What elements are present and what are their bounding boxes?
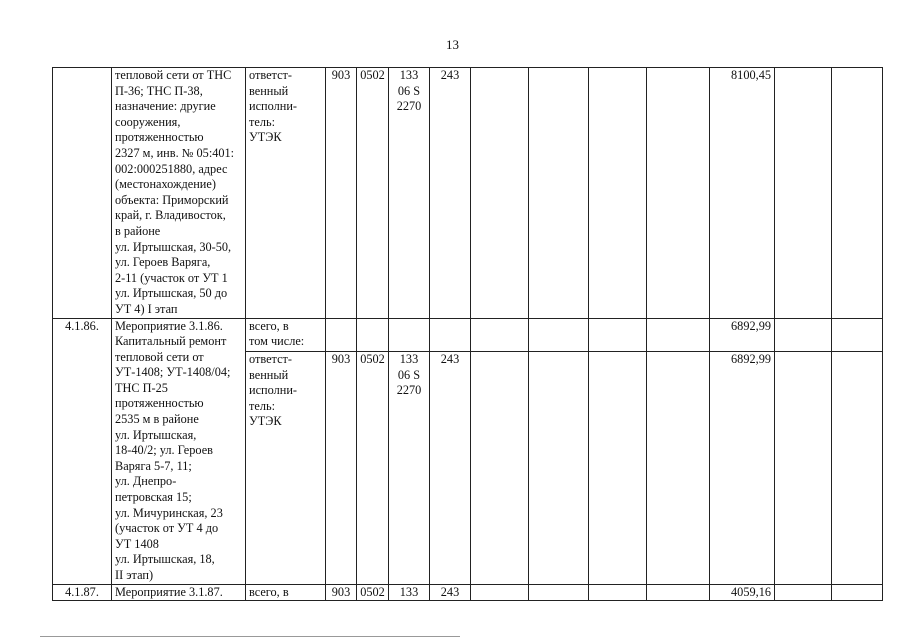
empty-cell xyxy=(529,351,589,584)
empty-cell xyxy=(647,68,710,319)
scan-artifact-line xyxy=(40,636,460,637)
empty-cell xyxy=(647,584,710,601)
executor-cell: всего, в том числе: xyxy=(246,318,326,351)
empty-cell xyxy=(529,68,589,319)
page-number: 13 xyxy=(446,37,459,52)
empty-cell xyxy=(647,318,710,351)
empty-cell xyxy=(775,68,832,319)
amount-cell: 4059,16 xyxy=(710,584,775,601)
table-row xyxy=(53,68,883,319)
table-row xyxy=(53,584,883,601)
empty-cell xyxy=(589,318,647,351)
executor-cell: ответст- венный исполни- тель: УТЭК xyxy=(246,68,326,319)
empty-cell xyxy=(529,584,589,601)
empty-cell xyxy=(832,68,883,319)
empty-cell xyxy=(775,351,832,584)
empty-cell xyxy=(647,351,710,584)
amount-cell: 6892,99 xyxy=(710,318,775,351)
vr-cell xyxy=(430,318,471,351)
empty-cell xyxy=(832,584,883,601)
row-number xyxy=(53,68,112,319)
csr-cell xyxy=(389,318,430,351)
empty-cell xyxy=(529,318,589,351)
empty-cell xyxy=(471,68,529,319)
table-row xyxy=(53,318,883,351)
grbs-cell: 903 xyxy=(326,351,357,584)
executor-cell: всего, в xyxy=(246,584,326,601)
empty-cell xyxy=(471,584,529,601)
rzpr-cell: 0502 xyxy=(357,351,389,584)
empty-cell xyxy=(832,351,883,584)
row-number: 4.1.86. xyxy=(53,318,112,584)
empty-cell xyxy=(832,318,883,351)
amount-cell: 8100,45 xyxy=(710,68,775,319)
grbs-cell: 903 xyxy=(326,68,357,319)
budget-table xyxy=(52,67,883,601)
csr-cell: 133 06 S 2270 xyxy=(389,351,430,584)
amount-cell: 6892,99 xyxy=(710,351,775,584)
vr-cell: 243 xyxy=(430,68,471,319)
empty-cell xyxy=(471,318,529,351)
empty-cell xyxy=(775,318,832,351)
measure-title: Мероприятие 3.1.87. xyxy=(112,584,246,601)
grbs-cell: 903 xyxy=(326,584,357,601)
grbs-cell xyxy=(326,318,357,351)
rzpr-cell xyxy=(357,318,389,351)
empty-cell xyxy=(589,584,647,601)
empty-cell xyxy=(775,584,832,601)
vr-cell: 243 xyxy=(430,351,471,584)
empty-cell xyxy=(471,351,529,584)
rzpr-cell: 0502 xyxy=(357,584,389,601)
vr-cell: 243 xyxy=(430,584,471,601)
row-number: 4.1.87. xyxy=(53,584,112,601)
csr-cell: 133 xyxy=(389,584,430,601)
measure-title: Мероприятие 3.1.86. Капитальный ремонт тепловой сети от УТ-1408; УТ-1408/04; ТНС П-25 протяженностью 2535 м в районе ул. Иртышская, 18-40/2; ул. Героев Варяга 5-7, 11; ул. Днепро- петровская 15; ул. Мичуринская, 23 (участок от УТ 4 до УТ 1408 ул. Иртышская, 18, II этап) xyxy=(112,318,246,584)
empty-cell xyxy=(589,351,647,584)
csr-cell: 133 06 S 2270 xyxy=(389,68,430,319)
rzpr-cell: 0502 xyxy=(357,68,389,319)
empty-cell xyxy=(589,68,647,319)
measure-title: тепловой сети от ТНС П-36; ТНС П-38, назначение: другие сооружения, протяженностью 2327 м, инв. № 05:401: 002:000251880, адрес (местонахождение) объекта: Приморский край, г. Владивосток, в районе ул. Иртышская, 30-50, ул. Героев Варяга, 2-11 (участок от УТ 1 ул. Иртышская, 50 до УТ 4) I этап xyxy=(112,68,246,319)
executor-cell: ответст- венный исполни- тель: УТЭК xyxy=(246,351,326,584)
